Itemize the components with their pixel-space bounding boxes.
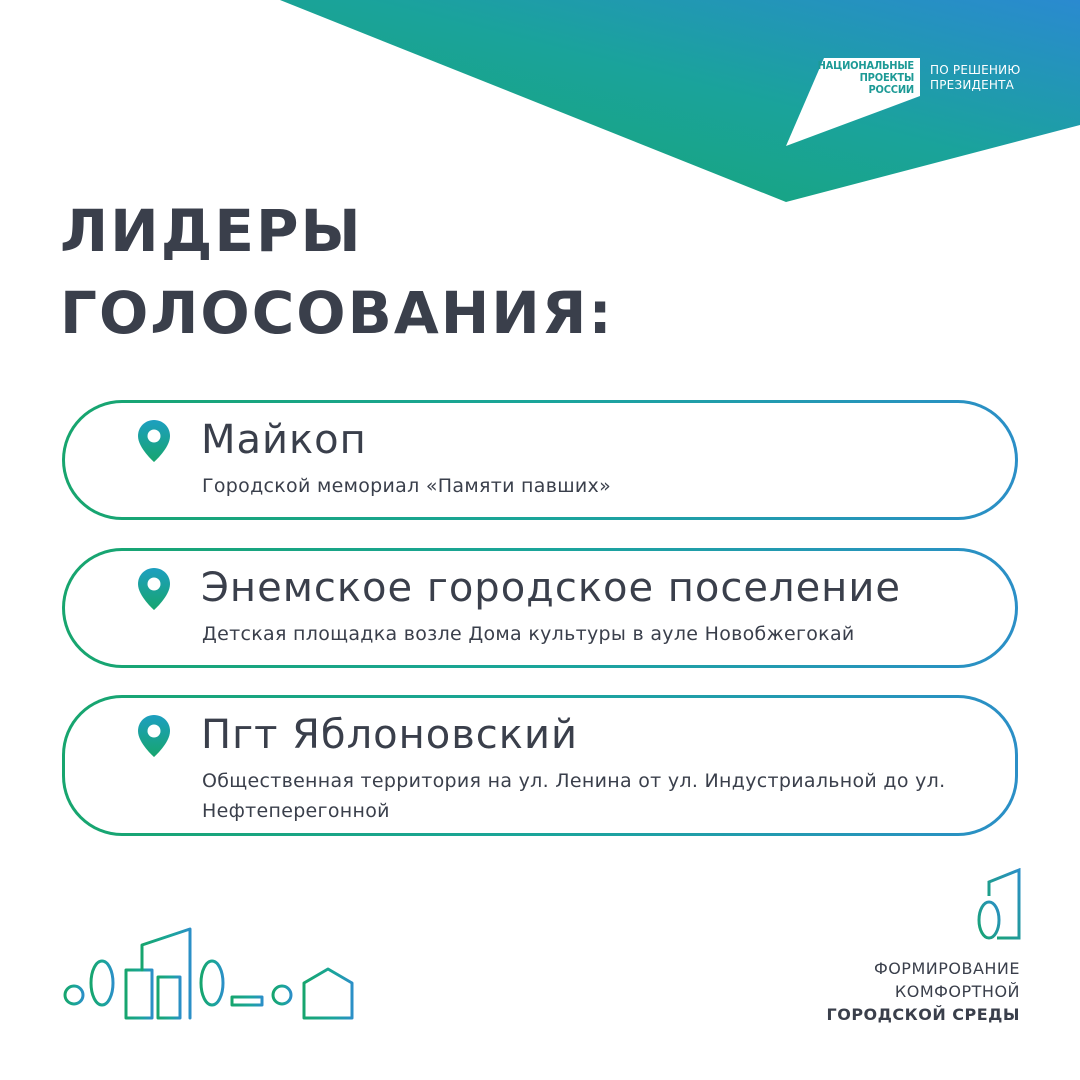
city-skyline-icon [60, 925, 355, 1023]
location-pin-icon [137, 567, 171, 611]
program-text-line: ФОРМИРОВАНИЕ [873, 959, 1020, 978]
project-description: Городской мемориал «Памяти павших» [202, 475, 612, 497]
page-title [60, 190, 614, 354]
national-projects-logo-text [814, 60, 914, 96]
title-line: ЛИДЕРЫ [60, 197, 363, 265]
city-name: Майкоп [201, 417, 367, 463]
leader-card [62, 400, 1018, 520]
decree-line: ПРЕЗИДЕНТА [930, 78, 1015, 92]
decree-line: ПО РЕШЕНИЮ [930, 63, 1021, 77]
program-text-line: КОМФОРТНОЙ [894, 982, 1020, 1001]
project-description: Общественная территория на ул. Ленина от ул. Индустриальной до ул. Нефтеперегонной [202, 770, 946, 822]
comfortable-city-logo-icon [975, 868, 1023, 952]
program-text-line: ГОРОДСКОЙ СРЕДЫ [826, 1005, 1020, 1024]
location-pin-icon [137, 714, 171, 758]
leader-card [62, 548, 1018, 668]
logo-line: НАЦИОНАЛЬНЫЕ [817, 59, 914, 72]
logo-line: ПРОЕКТЫ [859, 71, 914, 84]
city-name: Энемское городское поселение [201, 565, 901, 611]
location-pin-icon [137, 419, 171, 463]
logo-line: РОССИИ [868, 83, 914, 96]
project-description: Детская площадка возле Дома культуры в ауле Новобжегокай [202, 623, 855, 645]
title-line: ГОЛОСОВАНИЯ: [60, 279, 614, 347]
city-name: Пгт Яблоновский [201, 712, 578, 758]
leader-card [62, 695, 1018, 836]
decree-text [930, 63, 1020, 93]
program-logo-text [827, 957, 1020, 1026]
